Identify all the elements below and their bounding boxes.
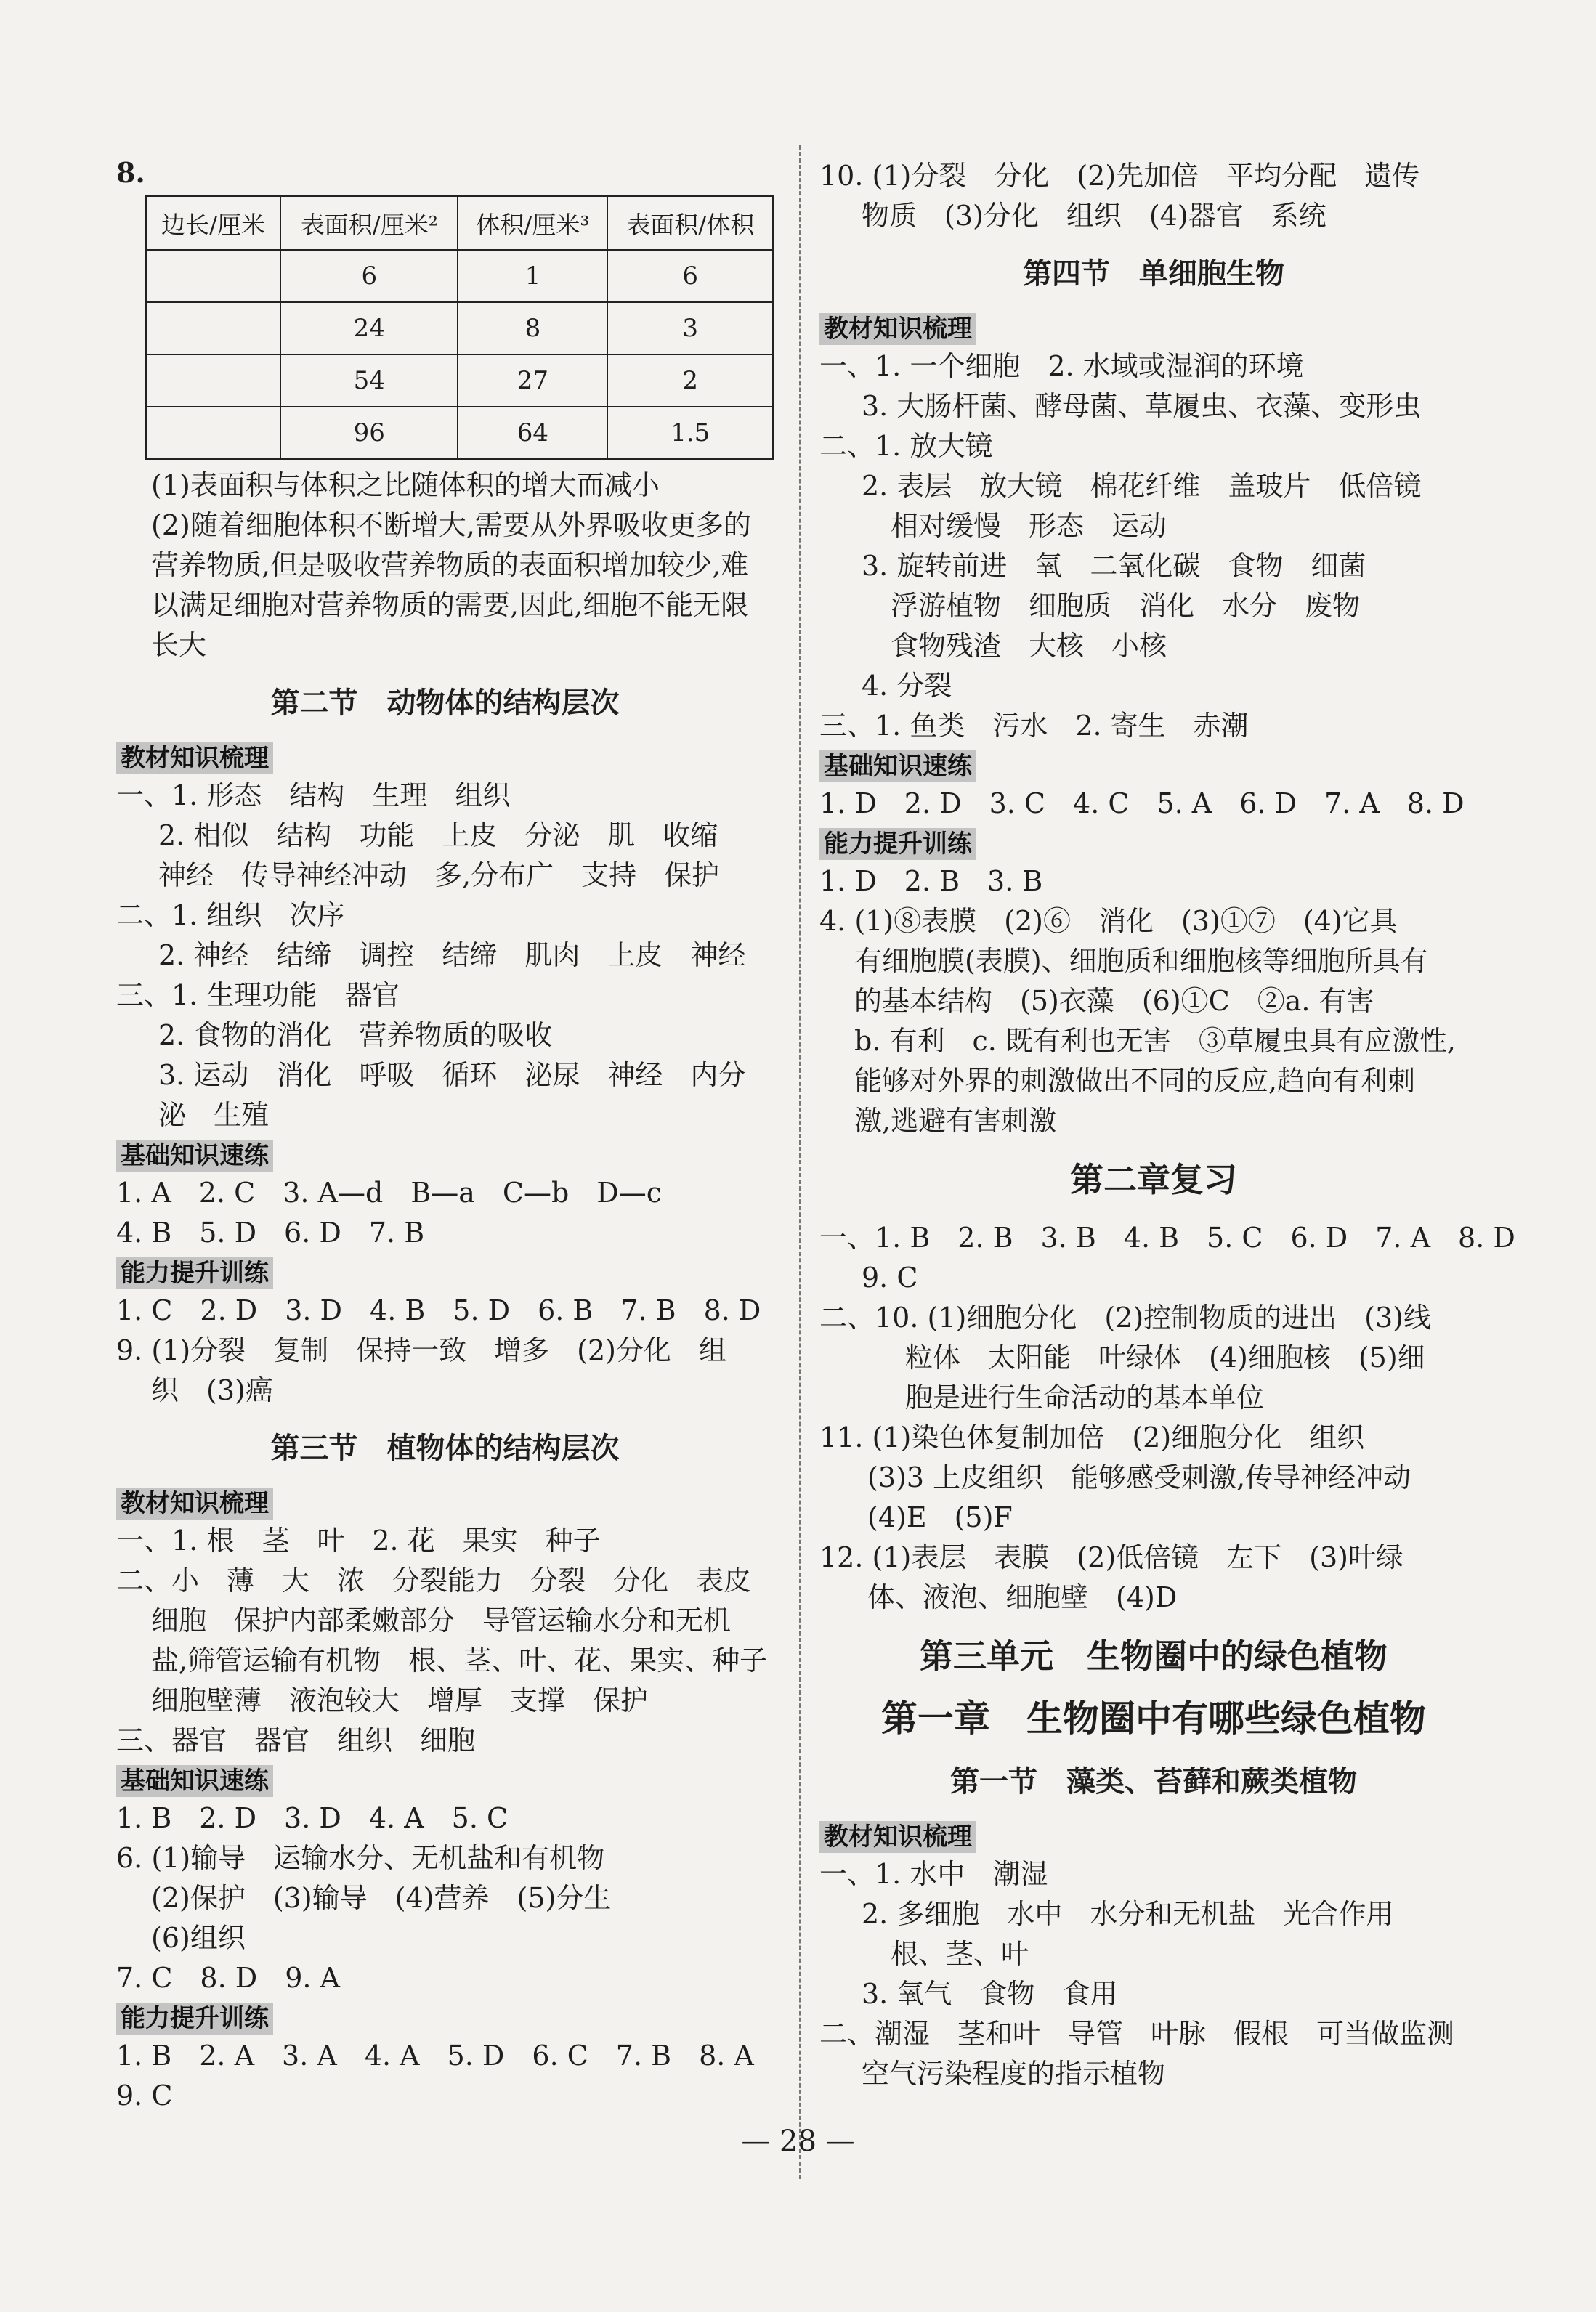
answer-line: 粒体 太阳能 叶绿体 (4)细胞核 (5)细 (905, 1342, 1425, 1374)
answer-line: 6. (1)输导 运输水分、无机盐和有机物 (116, 1842, 605, 1874)
chapter-review-title: 第二章复习 (1070, 1160, 1237, 1199)
answer-line: 空气污染程度的指示植物 (862, 2058, 1166, 2090)
answer-line: 一、1. B 2. B 3. B 4. B 5. C 6. D 7. A 8. D (819, 1222, 1515, 1254)
answer-line: (1)表面积与体积之比随体积的增大而减小 (151, 469, 660, 501)
section-title: 第四节 单细胞生物 (1023, 257, 1284, 291)
table-cell: 6 (607, 250, 773, 302)
answer-line: (2)保护 (3)输导 (4)营养 (5)分生 (151, 1882, 612, 1914)
table-cell: 6 (280, 250, 458, 302)
table-cell (146, 354, 280, 407)
answer-line: 11. (1)染色体复制加倍 (2)细胞分化 组织 (819, 1421, 1365, 1453)
answer-line: 二、1. 放大镜 (819, 430, 993, 462)
answer-line: 营养物质,但是吸收营养物质的表面积增加较少,难 (151, 549, 749, 581)
table-cell: 24 (280, 302, 458, 354)
answer-line: 一、1. 根 茎 叶 2. 花 果实 种子 (116, 1525, 601, 1557)
answer-line: (4)E (5)F (867, 1501, 1013, 1533)
answer-line: 2. 神经 结缔 调控 结缔 肌肉 上皮 神经 (158, 939, 746, 971)
answer-line: 体、液泡、细胞壁 (4)D (867, 1581, 1178, 1613)
answer-line: 10. (1)分裂 分化 (2)先加倍 平均分配 遗传 (819, 160, 1420, 192)
section-label: 教材知识梳理 (819, 313, 976, 345)
answer-line: 以满足细胞对营养物质的需要,因此,细胞不能无限 (151, 589, 749, 621)
table-cell (146, 250, 280, 302)
answer-line: 泌 生殖 (158, 1099, 270, 1131)
answer-line: 一、1. 一个细胞 2. 水域或湿润的环境 (819, 350, 1304, 382)
table-cell: 8 (458, 302, 607, 354)
answer-line: 1. D 2. D 3. C 4. C 5. A 6. D 7. A 8. D (819, 787, 1465, 819)
answer-line: 三、1. 鱼类 污水 2. 寄生 赤潮 (819, 710, 1249, 742)
table-row (146, 354, 773, 407)
table-cell: 1.5 (607, 407, 773, 459)
answer-line: 1. C 2. D 3. D 4. B 5. D 6. B 7. B 8. D (116, 1294, 761, 1326)
answer-line: 细胞壁薄 液泡较大 增厚 支撑 保护 (151, 1684, 649, 1716)
answer-line: 2. 食物的消化 营养物质的吸收 (158, 1019, 553, 1051)
table-cell: 27 (458, 354, 607, 407)
table-row (146, 302, 773, 354)
section-label: 能力提升训练 (116, 1257, 273, 1289)
section-title: 第三节 植物体的结构层次 (270, 1432, 620, 1465)
table-cell: 54 (280, 354, 458, 407)
answer-line: 的基本结构 (5)衣藻 (6)①C ②a. 有害 (854, 985, 1374, 1017)
answer-line: 食物残渣 大核 小核 (891, 630, 1167, 662)
answer-line: 3. 大肠杆菌、酵母菌、草履虫、衣藻、变形虫 (862, 390, 1422, 422)
answer-line: 物质 (3)分化 组织 (4)器官 系统 (862, 200, 1326, 232)
answer-line: 9. C (116, 2080, 173, 2112)
answer-line: 细胞 保护内部柔嫩部分 导管运输水分和无机 (151, 1605, 732, 1636)
answer-line: 相对缓慢 形态 运动 (891, 510, 1167, 542)
unit-title: 第三单元 生物圈中的绿色植物 (920, 1636, 1388, 1676)
answer-line: (3)3 上皮组织 能够感受刺激,传导神经冲动 (867, 1461, 1411, 1493)
answer-line: 3. 旋转前进 氧 二氧化碳 食物 细菌 (862, 550, 1366, 582)
table-row (146, 407, 773, 459)
answer-line: 浮游植物 细胞质 消化 水分 废物 (891, 590, 1361, 622)
answer-line: 三、1. 生理功能 器官 (116, 979, 400, 1011)
answer-line: 9. C (862, 1262, 918, 1294)
table-cell: 1 (458, 250, 607, 302)
table-cell: 96 (280, 407, 458, 459)
answer-line: 能够对外界的刺激做出不同的反应,趋向有利刺 (854, 1065, 1416, 1097)
question-number: 8. (116, 156, 145, 189)
answer-line: 1. B 2. A 3. A 4. A 5. D 6. C 7. B 8. A (116, 2040, 754, 2072)
answer-line: 9. (1)分裂 复制 保持一致 增多 (2)分化 组 (116, 1334, 726, 1366)
data-table (145, 195, 774, 460)
page-number: — 28 — (741, 2125, 855, 2158)
table-cell (146, 407, 280, 459)
table-header: 体积/厘米³ (458, 196, 607, 250)
answer-line: 4. B 5. D 6. D 7. B (116, 1217, 425, 1249)
section-label: 基础知识速练 (116, 1140, 273, 1172)
table-row (146, 250, 773, 302)
answer-line: 织 (3)癌 (151, 1374, 273, 1406)
table-header: 边长/厘米 (146, 196, 280, 250)
answer-line: (6)组织 (151, 1922, 246, 1954)
answer-line: 一、1. 形态 结构 生理 组织 (116, 779, 511, 811)
section-title: 第一节 藻类、苔藓和蕨类植物 (950, 1765, 1357, 1798)
answer-line: 二、10. (1)细胞分化 (2)控制物质的进出 (3)线 (819, 1302, 1431, 1334)
answer-line: 根、茎、叶 (891, 1938, 1029, 1970)
answer-line: 三、器官 器官 组织 细胞 (116, 1724, 476, 1756)
right-column (819, 156, 1515, 2094)
answer-line: 4. 分裂 (862, 670, 952, 702)
answer-line: 盐,筛管运输有机物 根、茎、叶、花、果实、种子 (151, 1644, 768, 1676)
answer-line: 有细胞膜(表膜)、细胞质和细胞核等细胞所具有 (854, 945, 1428, 977)
answer-line: b. 有利 c. 既有利也无害 ③草履虫具有应激性, (854, 1025, 1457, 1057)
answer-line: 二、潮湿 茎和叶 导管 叶脉 假根 可当做监测 (819, 2018, 1455, 2050)
answer-line: 2. 表层 放大镜 棉花纤维 盖玻片 低倍镜 (862, 470, 1422, 502)
section-label: 教材知识梳理 (819, 1821, 976, 1853)
answer-line: 7. C 8. D 9. A (116, 1962, 340, 1994)
answer-line: 1. B 2. D 3. D 4. A 5. C (116, 1802, 509, 1834)
table-header-row (146, 196, 773, 250)
table-cell: 3 (607, 302, 773, 354)
table-header: 表面积/体积 (607, 196, 773, 250)
table-cell: 2 (607, 354, 773, 407)
answer-line: 3. 运动 消化 呼吸 循环 泌尿 神经 内分 (158, 1059, 746, 1091)
section-label: 教材知识梳理 (116, 1488, 273, 1520)
answer-line: 胞是进行生命活动的基本单位 (905, 1382, 1265, 1413)
column-divider (799, 145, 801, 2179)
answer-line: 二、小 薄 大 浓 分裂能力 分裂 分化 表皮 (116, 1565, 752, 1597)
answer-line: (2)随着细胞体积不断增大,需要从外界吸收更多的 (151, 509, 751, 541)
answer-line: 1. A 2. C 3. A—d B—a C—b D—c (116, 1177, 663, 1209)
answer-line: 激,逃避有害刺激 (854, 1105, 1057, 1137)
answer-line: 一、1. 水中 潮湿 (819, 1858, 1048, 1890)
section-title: 第二节 动物体的结构层次 (270, 686, 620, 720)
answer-line: 2. 多细胞 水中 水分和无机盐 光合作用 (862, 1898, 1394, 1930)
table-cell: 64 (458, 407, 607, 459)
section-label: 基础知识速练 (819, 750, 976, 782)
answer-line: 4. (1)⑧表膜 (2)⑥ 消化 (3)①⑦ (4)它具 (819, 905, 1398, 937)
answer-line: 2. 相似 结构 功能 上皮 分泌 肌 收缩 (158, 819, 718, 851)
answer-line: 二、1. 组织 次序 (116, 899, 345, 931)
answer-line: 神经 传导神经冲动 多,分布广 支持 保护 (158, 859, 720, 891)
left-column (116, 153, 774, 2116)
answer-line: 1. D 2. B 3. B (819, 865, 1043, 897)
section-label: 能力提升训练 (819, 828, 976, 860)
answer-line: 3. 氧气 食物 食用 (862, 1978, 1118, 2010)
answer-line: 长大 (151, 629, 207, 661)
section-label: 基础知识速练 (116, 1765, 273, 1797)
section-label: 教材知识梳理 (116, 742, 273, 774)
section-label: 能力提升训练 (116, 2003, 273, 2035)
chapter-title: 第一章 生物圈中有哪些绿色植物 (881, 1698, 1426, 1740)
table-header: 表面积/厘米² (280, 196, 458, 250)
table-cell (146, 302, 280, 354)
answer-line: 12. (1)表层 表膜 (2)低倍镜 左下 (3)叶绿 (819, 1541, 1403, 1573)
